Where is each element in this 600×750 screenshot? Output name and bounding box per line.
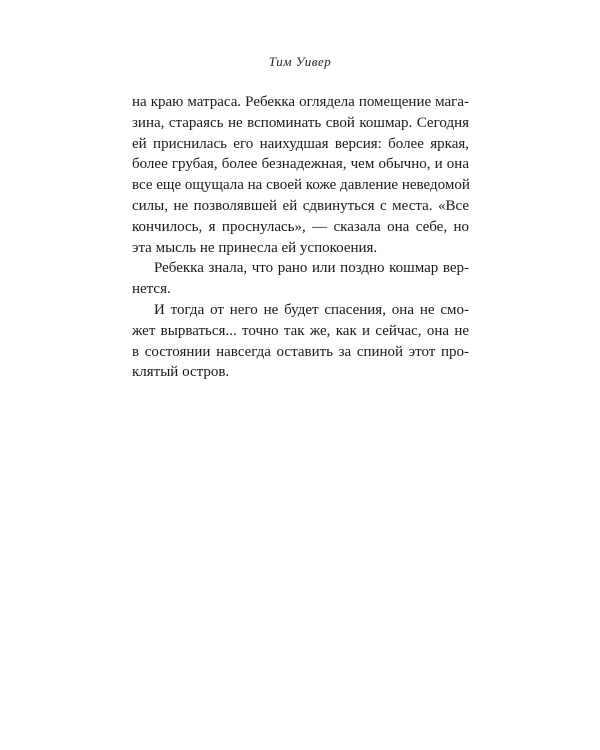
text-line: все еще ощущала на своей коже давление неведомой — [132, 177, 470, 194]
text-line: более грубая, более безнадежная, чем обычно, и она — [132, 156, 469, 173]
paragraph-1 — [132, 92, 469, 258]
text-line: зина, стараясь не вспоминать свой кошмар. Сегодня — [132, 114, 469, 131]
text-line: нется. — [132, 281, 171, 298]
text-line: клятый остров. — [132, 364, 230, 381]
text-line: на краю матраса. Ребекка оглядела помещение мага- — [132, 94, 469, 110]
text-line: в состоянии навсегда оставить за спиной этот про- — [132, 343, 469, 360]
paragraph-2 — [132, 258, 469, 300]
running-head: Тим Уивер — [268, 54, 332, 69]
text-line: жет вырваться... точно так же, как и сейчас, она не — [132, 322, 469, 339]
text-line: Ребекка знала, что рано или поздно кошмар вер- — [154, 260, 469, 277]
text-line: силы, не позволявшей ей сдвинуться с места. «Все — [132, 197, 469, 214]
text-line: кончилось, я проснулась», — сказала она себе, но — [132, 218, 469, 235]
body-text — [132, 92, 469, 383]
text-line: И тогда от него не будет спасения, она не смо- — [154, 301, 469, 318]
text-line: ей приснилась его наихудшая версия: более яркая, — [132, 135, 469, 152]
paragraph-3 — [132, 300, 469, 383]
text-line: эта мысль не принесла ей успокоения. — [132, 239, 378, 256]
